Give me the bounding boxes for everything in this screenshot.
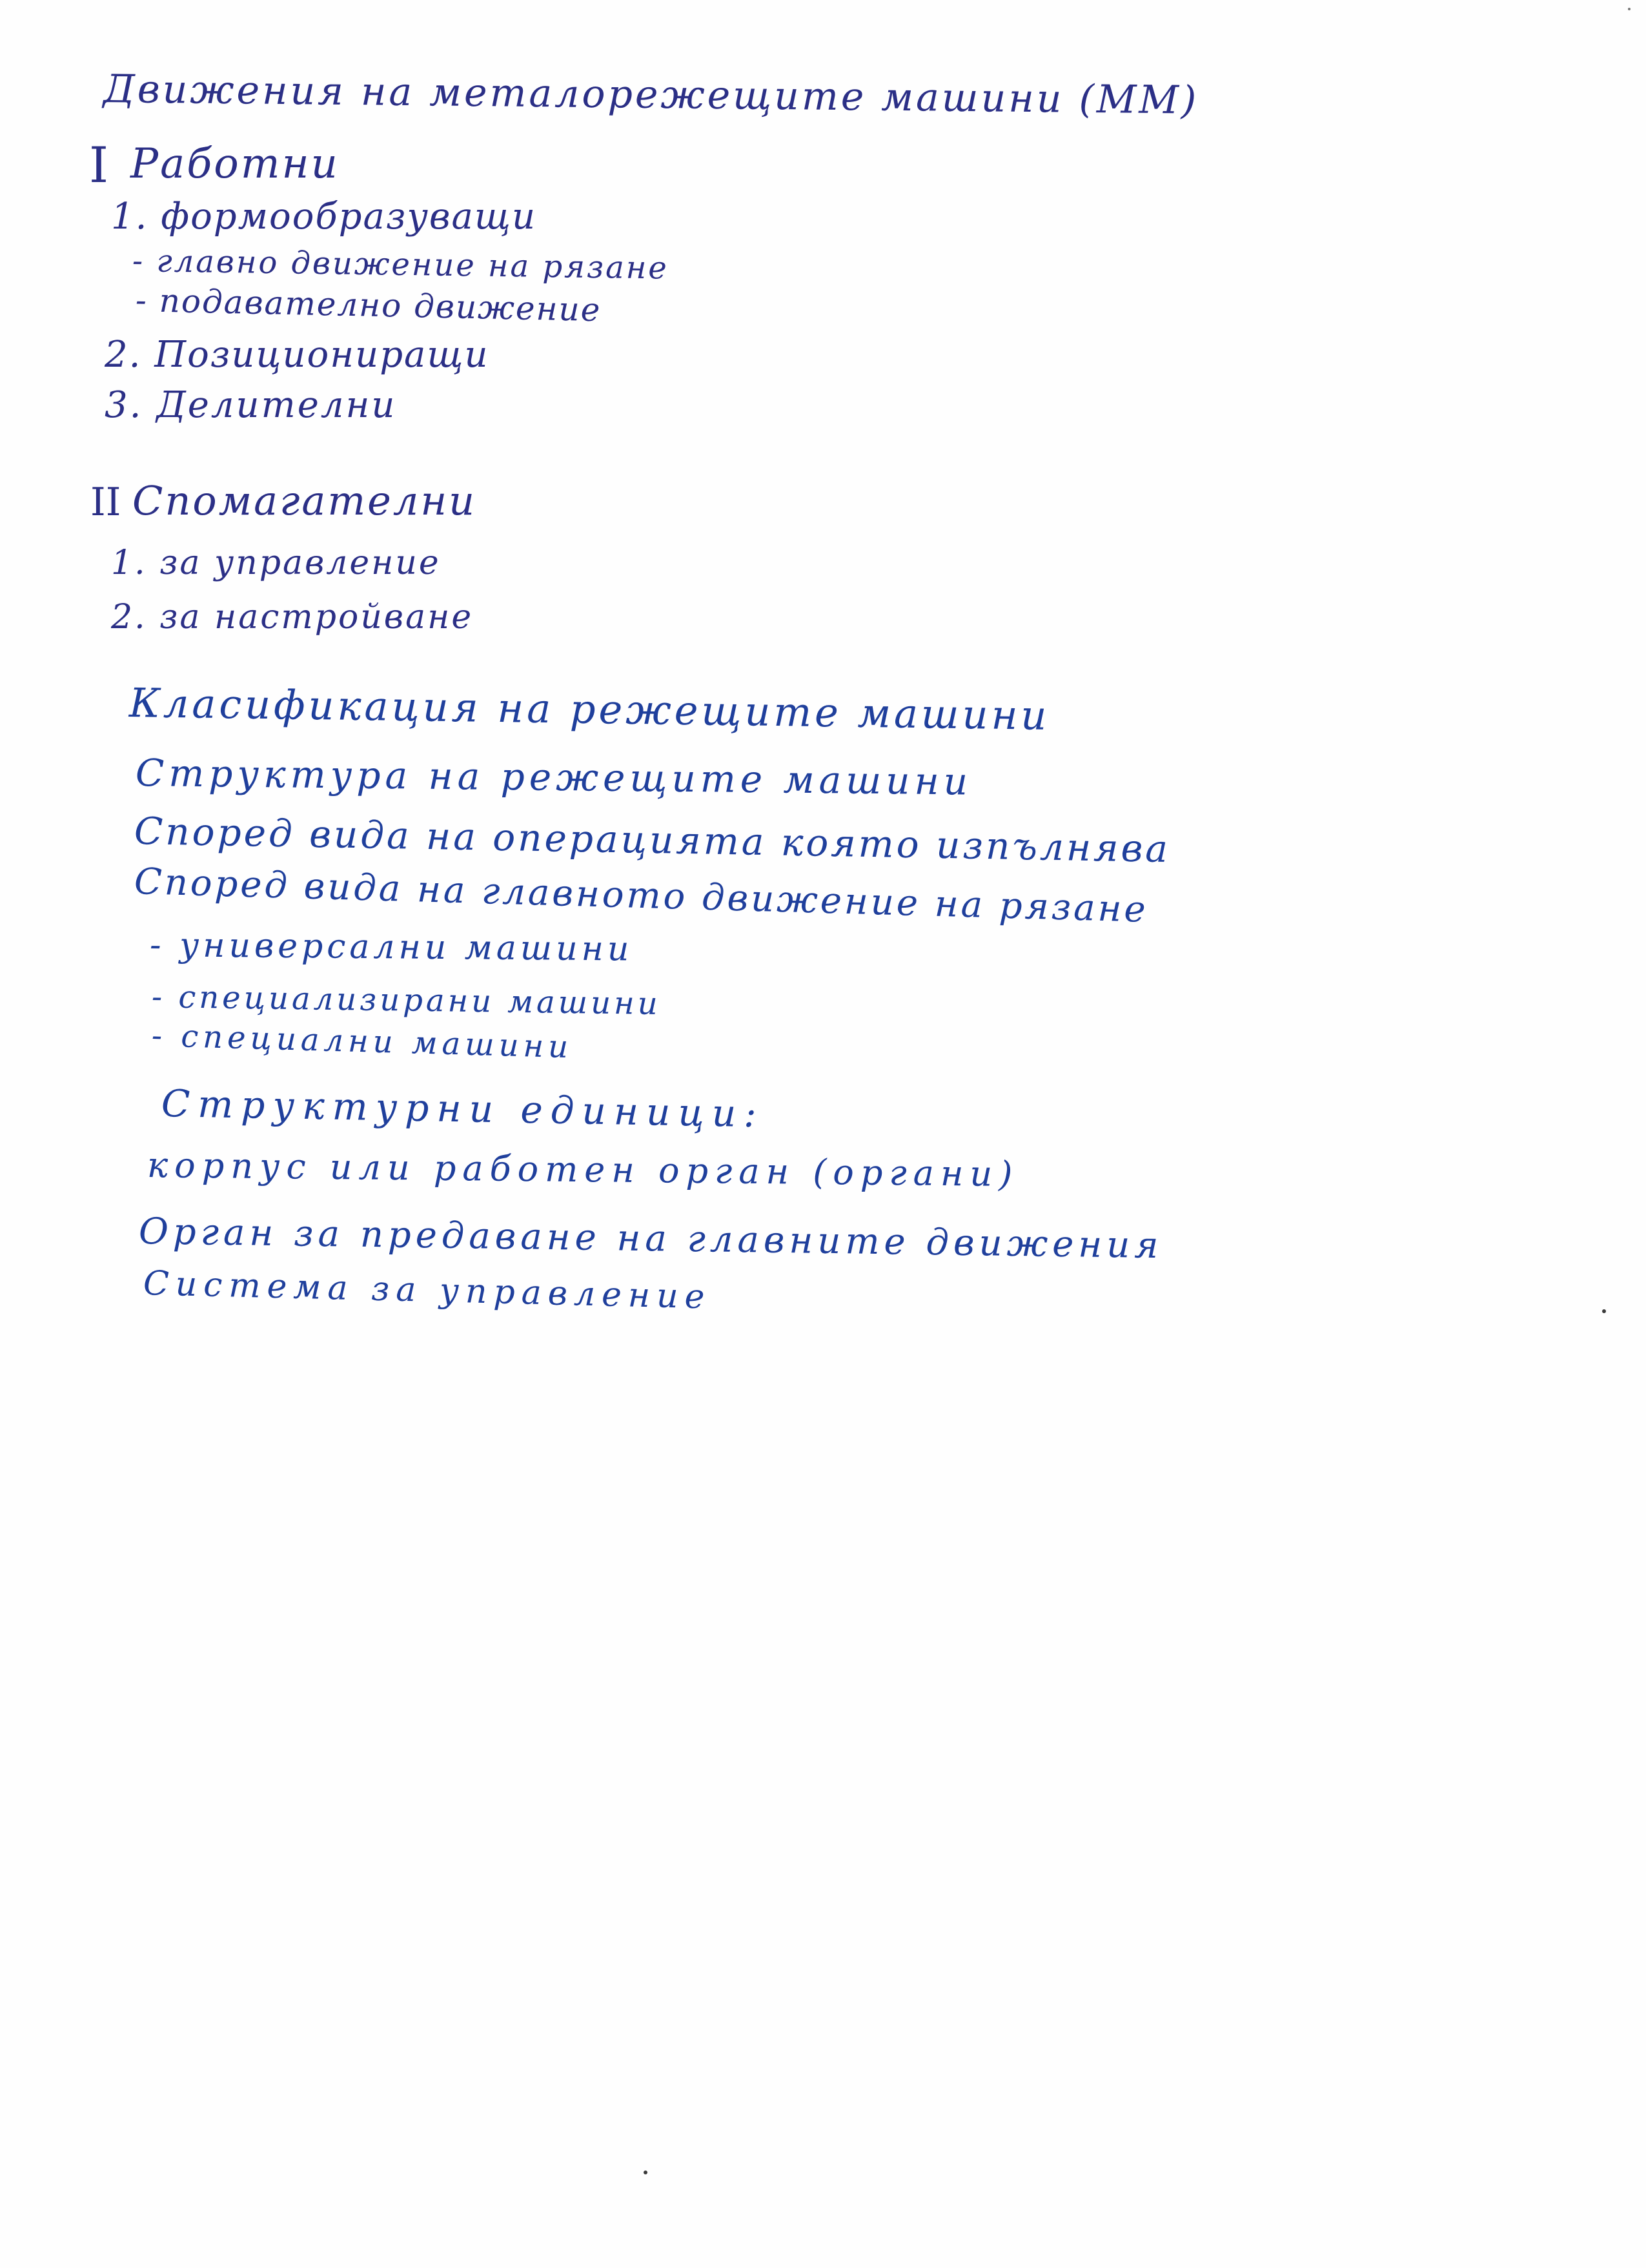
section-1-item-3: 3. Делителни	[105, 384, 397, 426]
note-unit-2: Орган за предаване на главните движения	[138, 1211, 1163, 1267]
note-unit-3: Система за управление	[143, 1264, 712, 1317]
document-title: Движения на металорежещите машини (ММ)	[103, 66, 1199, 123]
section-1-item-1-sub-1: - главно движение на рязане	[132, 243, 669, 287]
scan-speck	[1628, 8, 1631, 10]
section-1-numeral: I	[89, 136, 109, 194]
section-1-item-1: 1. формообразуващи	[111, 196, 537, 238]
note-special: - специални машини	[151, 1017, 573, 1066]
section-1-heading: Работни	[130, 140, 340, 188]
note-by-operation: Според вида на операцията която изпълнява	[134, 809, 1171, 872]
scan-speck	[644, 2171, 647, 2174]
section-2-numeral: II	[90, 480, 121, 525]
note-specialized: - специализирани машини	[151, 979, 662, 1023]
section-1-item-1-sub-2: - подавателно движение	[135, 281, 602, 329]
section-2-item-2: 2. за настройване	[111, 598, 474, 637]
section-1-item-2: 2. Позициониращи	[105, 334, 489, 376]
note-unit-1: корпус или работен орган (органи)	[147, 1145, 1019, 1195]
note-by-main-motion: Според вида на главното движение на рязане	[134, 861, 1149, 931]
note-structure: Структура на режещите машини	[135, 751, 973, 804]
note-universal: - универсални машини	[149, 926, 633, 969]
section-2-heading: Спомагателни	[132, 477, 477, 524]
scan-speck	[1602, 1309, 1606, 1313]
note-classification: Класификация на режещите машини	[128, 679, 1050, 739]
note-units-heading: Структурни единици:	[161, 1081, 765, 1136]
section-2-item-1: 1. за управление	[111, 544, 441, 582]
